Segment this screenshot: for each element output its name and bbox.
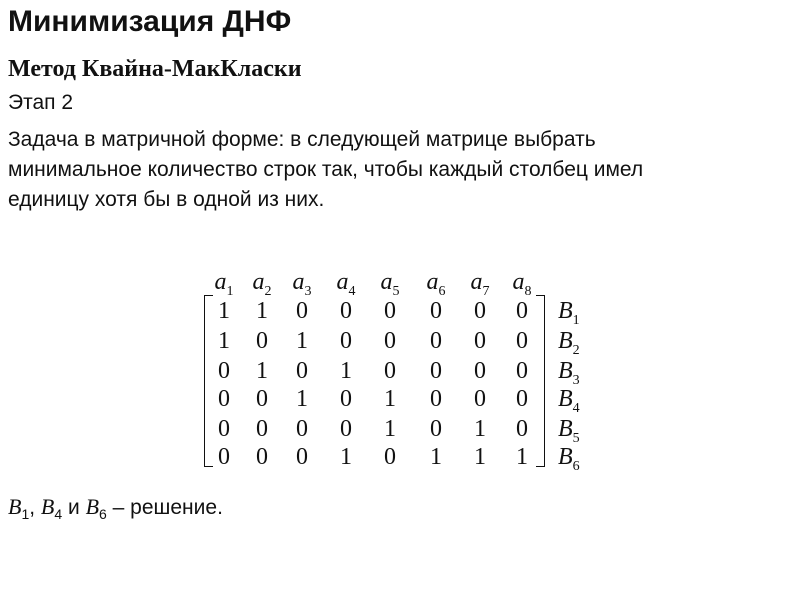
matrix-cell: 0	[218, 444, 230, 470]
stage-label: Этап 2	[8, 91, 74, 114]
matrix-cell: 0	[218, 386, 230, 412]
matrix-cell: 0	[516, 386, 528, 412]
column-header: $a_6$	[426, 269, 446, 299]
matrix-cell: 0	[218, 416, 230, 442]
solution-row-ref: $B_4$	[40, 494, 63, 523]
matrix-cell: 0	[256, 416, 268, 442]
matrix-cell: 0	[384, 444, 396, 470]
matrix-cell: 1	[218, 298, 230, 324]
matrix-cell: 0	[384, 298, 396, 324]
matrix-cell: 0	[384, 328, 396, 354]
matrix-cell: 0	[474, 358, 486, 384]
matrix-cell: 1	[474, 444, 486, 470]
matrix-cell: 0	[340, 298, 352, 324]
task-line: Задача в матричной форме: в следующей матрице выбрать	[8, 128, 596, 151]
matrix-cell: 0	[256, 444, 268, 470]
matrix-cell: 0	[430, 298, 442, 324]
column-header: $a_1$	[214, 269, 234, 299]
column-header: $a_3$	[292, 269, 312, 299]
task-line: единицу хотя бы в одной из них.	[8, 188, 325, 211]
matrix-cell: 1	[474, 416, 486, 442]
matrix-cell: 1	[218, 328, 230, 354]
matrix-cell: 0	[430, 386, 442, 412]
matrix-cell: 0	[256, 328, 268, 354]
row-label: $B_6$	[558, 444, 580, 474]
matrix-cell: 1	[296, 386, 308, 412]
solution-text: $B_1$, $B_4$ и $B_6$ – решение.	[8, 494, 223, 523]
matrix-cell: 0	[516, 358, 528, 384]
matrix-cell: 0	[296, 444, 308, 470]
row-label: $B_3$	[558, 358, 580, 388]
matrix-cell: 0	[516, 328, 528, 354]
column-header: $a_2$	[252, 269, 272, 299]
solution-row-ref: $B_6$	[85, 494, 107, 523]
matrix-cell: 0	[218, 358, 230, 384]
matrix-right-bracket	[536, 295, 545, 467]
matrix-cell: 1	[256, 358, 268, 384]
matrix-cell: 1	[340, 358, 352, 384]
matrix-cell: 1	[384, 386, 396, 412]
matrix-cell: 0	[474, 328, 486, 354]
method-subtitle: Метод Квайна-МакКласки	[8, 56, 302, 82]
row-label: $B_4$	[558, 386, 580, 416]
matrix-cell: 0	[430, 416, 442, 442]
matrix-cell: 0	[296, 298, 308, 324]
matrix-cell: 1	[430, 444, 442, 470]
task-line: минимальное количество строк так, чтобы каждый столбец имел	[8, 158, 644, 181]
matrix-cell: 1	[516, 444, 528, 470]
matrix-cell: 0	[516, 298, 528, 324]
matrix-cell: 0	[430, 328, 442, 354]
matrix-cell: 1	[256, 298, 268, 324]
matrix-cell: 1	[384, 416, 396, 442]
matrix-cell: 1	[296, 328, 308, 354]
matrix-cell: 0	[516, 416, 528, 442]
matrix-cell: 0	[430, 358, 442, 384]
page-title: Минимизация ДНФ	[8, 5, 292, 38]
column-header: $a_4$	[336, 269, 356, 299]
matrix-cell: 0	[474, 386, 486, 412]
matrix-cell: 0	[340, 328, 352, 354]
matrix-cell: 0	[340, 386, 352, 412]
solution-row-ref: $B_1$	[8, 494, 30, 523]
matrix-cell: 1	[340, 444, 352, 470]
task-description	[8, 125, 778, 215]
matrix-cell: 0	[296, 416, 308, 442]
row-label: $B_2$	[558, 328, 580, 358]
matrix-cell: 0	[256, 386, 268, 412]
matrix-left-bracket	[204, 295, 213, 467]
matrix-cell: 0	[296, 358, 308, 384]
column-header: $a_5$	[380, 269, 400, 299]
matrix-cell: 0	[340, 416, 352, 442]
row-label: $B_5$	[558, 416, 580, 446]
column-header: $a_7$	[470, 269, 490, 299]
matrix-cell: 0	[384, 358, 396, 384]
matrix-cell: 0	[474, 298, 486, 324]
column-header: $a_8$	[512, 269, 532, 299]
row-label: $B_1$	[558, 298, 580, 328]
